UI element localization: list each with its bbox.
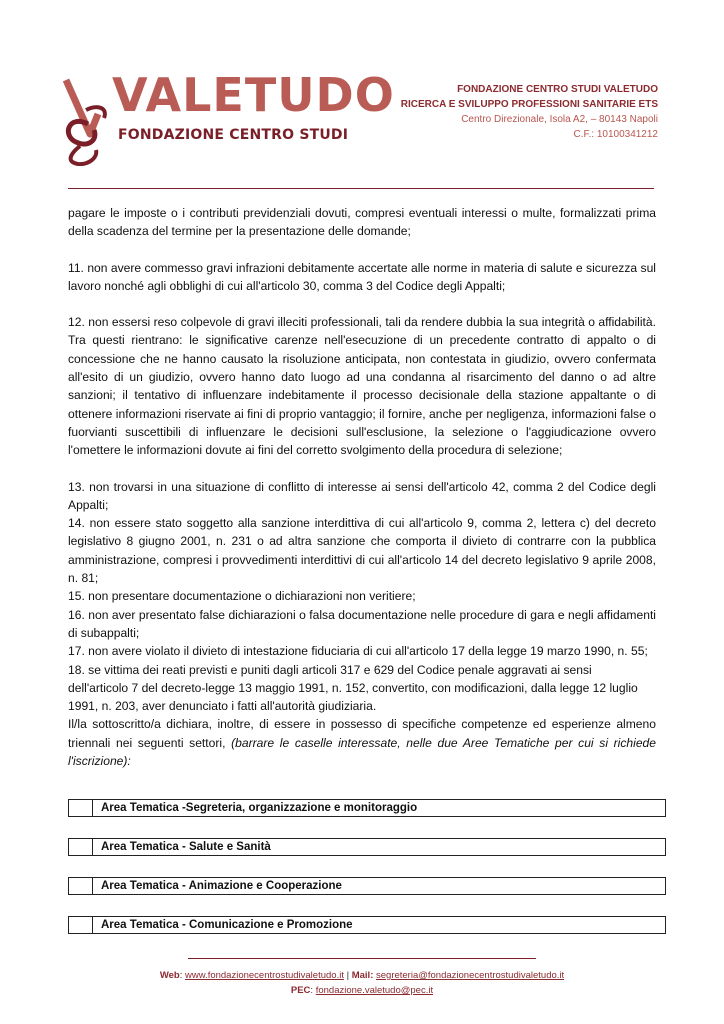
logo-title: VALETUDO — [112, 68, 395, 122]
footer-line-1: Web: www.fondazionecentrostudivaletudo.it | Mail: segreteria@fondazionecentrostudivaletudo.it — [159, 970, 565, 981]
org-address: Centro Direzionale, Isola A2, – 80143 Napoli — [461, 114, 658, 125]
area-row-salute — [68, 838, 666, 856]
area-label-comunicazione: Area Tematica - Comunicazione e Promozione — [101, 919, 353, 931]
area-checkbox-animazione[interactable] — [69, 878, 93, 894]
paragraph-13: 13. non trovarsi in una situazione di conflitto di interesse ai sensi dell'articolo 42, comma 2 del Codice degli Appalti; — [68, 479, 656, 512]
area-row-segreteria — [68, 799, 666, 817]
paragraph-16: 16. non aver presentato false dichiarazioni o falsa documentazione nelle procedure di gara e negli affidamenti di subappalti; — [68, 607, 656, 640]
declaration-instructions: (barrare le caselle interessate, nelle due Aree Tematiche per cui si richiede l'iscrizione): — [68, 735, 656, 769]
area-row-animazione — [68, 877, 666, 895]
paragraph-10-continued: pagare le imposte o i contributi previdenziali dovuti, compresi eventuali interessi o multe, formalizzati prima della scadenza del termine per la presentazione delle domande; — [68, 206, 656, 239]
area-label-animazione: Area Tematica - Animazione e Cooperazione — [101, 880, 342, 892]
paragraph-18-line1: 18. se vittima dei reati previsti e puniti dagli articoli 317 e 629 del Codice penale aggravati ai sensi — [68, 662, 592, 677]
footer-mail-link[interactable]: segreteria@fondazionecentrostudivaletudo.it — [376, 970, 565, 981]
declaration-paragraph — [68, 715, 656, 770]
footer-line-2: PEC: fondazione.valetudo@pec.it — [290, 985, 434, 996]
paragraph-15: 15. non presentare documentazione o dichiarazioni non veritiere; — [68, 589, 416, 604]
paragraph-12: 12. non essersi reso colpevole di gravi illeciti professionali, tali da rendere dubbia la sua integrità o affidabilità. Tra questi rientrano: le significative carenze nell'esecuzione di un precedente contratto di appalto o di concessione che ne hanno causato la risoluzione anticipata, non contestata in giudizio, ovvero confermata all'esito di un giudizio, ovvero hanno dato luogo ad una condanna al risarcimento del danno o ad altre sanzioni; il tentativo di influenzare indebitamente il processo decisionale della stazione appaltante o di ottenere informazioni riservate ai fini di proprio vantaggio; il fornire, anche per negligenza, informazioni false o fuorvianti suscettibili di influenzare le decisioni sull'esclusione, la selezione o l'aggiudicazione ovvero l'omettere le informazioni dovute ai fini del corretto svolgimento della procedura di selezione; — [68, 315, 656, 458]
paragraph-17: 17. non avere violato il divieto di intestazione fiduciaria di cui all'articolo 17 della legge 19 marzo 1990, n. 55; — [68, 644, 648, 659]
org-name: FONDAZIONE CENTRO STUDI VALETUDO — [457, 84, 658, 95]
area-checkbox-segreteria[interactable] — [69, 800, 93, 816]
footer-pec-link[interactable]: fondazione.valetudo@pec.it — [315, 985, 434, 996]
paragraph-18-line3: 1991, n. 203, aver denunciato i fatti all'autorità giudiziaria. — [68, 699, 377, 714]
paragraph-18-line2: dell'articolo 7 del decreto-legge 13 maggio 1991, n. 152, convertito, con modificazioni, dalla legge 12 luglio — [68, 680, 638, 695]
paragraph-14: 14. non essere stato soggetto alla sanzione interdittiva di cui all'articolo 9, comma 2, lettera c) del decreto legislativo 8 giugno 2001, n. 231 o ad altra sanzione che comporta il divieto di contrarre con la pubblica amministrazione, compresi i provvedimenti interdittivi di cui all'articolo 14 del decreto legislativo 9 aprile 2008, n. 81; — [68, 516, 656, 586]
org-tax-code: C.F.: 10100341212 — [573, 129, 658, 140]
footer-web-label: Web — [159, 970, 180, 981]
footer-mail-label: Mail: — [351, 970, 374, 981]
organization-info — [401, 82, 658, 142]
area-label-segreteria: Area Tematica -Segreteria, organizzazione e monitoraggio — [101, 802, 418, 814]
document-body — [68, 204, 656, 770]
paragraph-11: 11. non avere commesso gravi infrazioni debitamente accertate alle norme in materia di salute e sicurezza sul lavoro nonché agli obblighi di cui all'articolo 30, comma 3 del Codice degli Appalti; — [68, 260, 656, 293]
footer-web-link[interactable]: www.fondazionecentrostudivaletudo.it — [185, 970, 344, 981]
area-checkbox-salute[interactable] — [69, 839, 93, 855]
footer-divider — [188, 958, 536, 959]
area-row-comunicazione — [68, 916, 666, 934]
org-description: RICERCA E SVILUPPO PROFESSIONI SANITARIE ETS — [400, 99, 658, 110]
header-divider — [68, 188, 654, 189]
footer-pec-label: PEC — [290, 985, 311, 996]
area-checkbox-comunicazione[interactable] — [69, 917, 93, 933]
area-label-salute: Area Tematica - Salute e Sanità — [101, 841, 271, 853]
declaration-text: Il/la sottoscritto/a dichiara, inoltre, di essere in possesso di specifiche competenze ed esperienze almeno triennali nei seguenti settori, — [68, 717, 656, 750]
logo-subtitle: FONDAZIONE CENTRO STUDI — [118, 127, 349, 143]
